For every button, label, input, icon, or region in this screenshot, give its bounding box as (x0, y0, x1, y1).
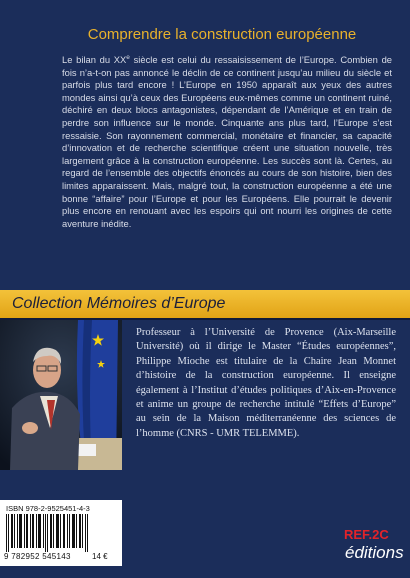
barcode (4, 514, 92, 552)
isbn: ISBN 978-2-9525451-4-3 (6, 504, 90, 513)
collection-band (0, 290, 410, 318)
cover-title: Comprendre la construction européenne (87, 26, 357, 43)
summary-text (62, 54, 392, 230)
publisher-logo: REF.2C (344, 527, 389, 542)
summary-text-start: Le bilan du XX (62, 54, 127, 65)
barcode-digits: 9 782952 545143 (4, 552, 71, 561)
barcode-box (0, 500, 122, 566)
collection-title: Collection Mémoires d’Europe (12, 295, 226, 312)
summary-block (52, 12, 404, 282)
price: 14 € (92, 552, 108, 561)
century-superscript: e (126, 53, 130, 61)
author-photo-illustration (0, 320, 122, 470)
publisher-name: éditions (345, 543, 404, 562)
summary-text-rest: siècle est celui du ressaisissement de l’Europe. Combien de fois n’a-t-on pas annoncé le déclin de ce continent jusqu’au milieu du siècle et parfois plus tard encore ! L’Europe en 1950 apparaît aux yeux des autres mondes ainsi qu’à ceux des Européens eux-mêmes comme un continent ruiné, déchiré en deux blocs antagonistes, dépendant de l’Amérique et en train de perdre son influence sur le monde. Cinquante ans plus tard, l’Europe s’est ressaisie. Son rayonnement commercial, monétaire et financier, sa capacité d’innovation et de recherche scientifique créent une situation nouvelle, très largement grâce à la construction européenne. Les succès sont là. Certes, au regard de l’ensemble des objectifs énoncés au cours de son histoire, bien des limites apparaissent. Mais, malgré tout, la construction européenne a été une bonne “affaire” pour l’Europe et pour les Européens. Elle pourrait le devenir plus encore en renouant avec les espoirs qui ont nourri les origines de cette aventure inédite. (62, 54, 392, 229)
author-bio: Professeur à l’Université de Provence (Aix-Marseille Université) où il dirige le Master “Études européennes”, Philippe Mioche est titulaire de la Chaire Jean Monnet d’histoire de la construction européenne. Il enseigne également à l’Institut d’études politiques d’Aix-en-Provence et anime un groupe de recherche intitulé “Effets d’Europe” au sein de la Maison méditerranéenne des sciences de l’homme (CNRS - UMR TELEMME). (136, 327, 396, 439)
author-photo (0, 320, 122, 470)
